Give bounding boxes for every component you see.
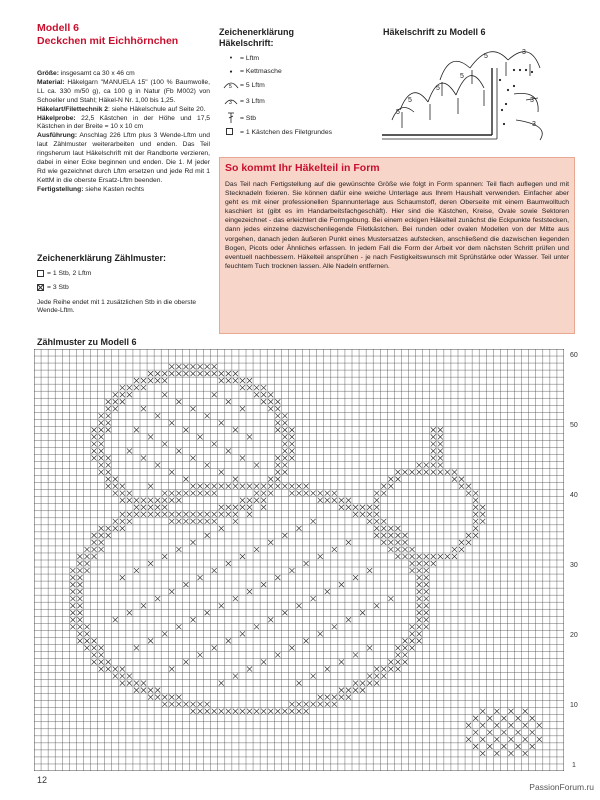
legend-dc: = Stb	[222, 112, 256, 124]
blocking-info-box	[219, 157, 575, 334]
desc-finishing: Fertigstellung: siehe Kasten rechts	[37, 185, 145, 193]
diagram-number: 5	[408, 97, 412, 104]
watermark: PassionForum.ru	[529, 782, 594, 792]
double-crochet-icon	[222, 112, 240, 124]
legend-3-chains: 3 = 3 Lftm	[222, 96, 265, 106]
arc-5-icon	[222, 80, 240, 90]
count-legend-filled: = 3 Stb	[37, 284, 69, 291]
row-label-1: 1	[572, 762, 576, 769]
diagram-number: 3	[532, 121, 536, 128]
chart-heading: Zählmuster zu Modell 6	[37, 337, 137, 347]
cross-square-icon	[37, 284, 44, 291]
open-square-icon	[37, 270, 44, 277]
diagram-heading: Häkelschrift zu Modell 6	[383, 27, 486, 37]
count-legend-note: Jede Reihe endet mit 1 zusätzlichen Stb in die oberste Wende-Lftm.	[37, 299, 197, 314]
edging-diagram	[380, 40, 580, 152]
diagram-number: 5	[484, 53, 488, 60]
arc-3-icon	[222, 96, 240, 106]
slipstitch-icon: ●	[229, 68, 233, 75]
chain-dot-icon: •	[229, 55, 233, 62]
info-box-title: So kommt Ihr Häkelteil in Form	[225, 162, 380, 174]
row-label-60: 60	[570, 352, 578, 359]
crochet-legend-heading: Zeichenerklärung	[219, 27, 295, 37]
model-number: Modell 6	[37, 22, 80, 34]
diagram-number: 5	[396, 109, 400, 116]
diagram-number: 5	[460, 73, 464, 80]
count-legend-open: = 1 Stb, 2 Lftm	[37, 270, 91, 277]
desc-size: Größe: insgesamt ca 30 x 46 cm	[37, 70, 135, 77]
row-label-20: 20	[570, 632, 578, 639]
legend-slipstitch: ● = Kettmasche	[222, 68, 282, 75]
row-label-10: 10	[570, 702, 578, 709]
legend-5-chains: 5 = 5 Lftm	[222, 80, 265, 90]
model-title: Deckchen mit Eichhörnchen	[37, 35, 179, 47]
diagram-number: 3	[522, 49, 526, 56]
legend-filet-square: = 1 Kästchen des Filetgrundes	[222, 128, 332, 137]
info-box-text: Das Teil nach Fertigstellung auf die gewünschte Größe wie folgt in Form spannen: Teil flach auflegen und mit Stecknadeln fixieren. Sie können dafür eine weiche Unterlage aus Ihrem Haushalt verwenden. Einfacher aber geht es mit einer professionellen Spannunterlage aus Schaumstoff, deren Oberseite mit einem Baumwolltuch kaschiert ist (gibt es im Handarbeitsfachgeschäft). Hier sind die Kästchen, Kreise, Ovale sowie Sektoren eingezeichnet - das erleichtert die Formgebung. Bei einem eckigen Häkelteil zunächst die Eckpunkte feststecken, dann jedes einzelne dazwischenliegende Filetkästchen. Bei runden oder ovalen Modellen von der Mitte aus vorgehen, danach jeden äußeren Punkt eines Mustersatzes aufstecken, anschließend die dazwischen liegenden Bogen, Picots oder Ähnliches erfassen. In jedem Fall die Form der Arbeit vor dem nächsten Schritt prüfen und eventuell nachbessern. Häkelteil ansprühen - je nach Festigkeitswunsch mit Sprühstärke oder Wasser. Teil unter feuchtem Tuch trocknen lassen. Alle Nadeln entfernen.	[225, 181, 569, 270]
svg-text:5: 5	[229, 84, 232, 90]
row-label-40: 40	[570, 492, 578, 499]
page-number: 12	[37, 775, 48, 785]
description	[37, 70, 210, 195]
diagram-number: 5	[436, 85, 440, 92]
desc-execution: Ausführung: Anschlag 226 Lftm plus 3 Wende-Lftm und laut Zählmuster weiterarbeiten und enden. Das Teil ringsherum laut Häkelschrift mit der Randborte verzieren, dabei in einer Ecke beginnen und enden. Die 1. M jeder Rd wie gezeichnet durch Lftm ersetzen und jede Rd mit 1 KettM in die oberste Ersatz-Lftm beenden.	[37, 132, 210, 184]
legend-chain: • = Lftm	[222, 55, 259, 62]
desc-gauge: Häkelprobe: 22,5 Kästchen in der Höhe und 17,5 Kästchen in der Breite = 10 x 10 cm	[37, 114, 210, 131]
count-legend-heading: Zeichenerklärung Zählmuster:	[37, 253, 167, 263]
chart-grid	[34, 349, 564, 771]
desc-technique: Häkelart/Filettechnik 2: siehe Häkelschule auf Seite 20.	[37, 105, 206, 113]
desc-material: Material: Häkelgarn "MANUELA 15" (100 % Baumwolle, LL ca. 330 m/50 g), ca 100 g in Natur (Fb M002) von Schoeller und Stahl; Häkel-N Nr. 1,00 bis 1,25.	[37, 78, 210, 104]
open-square-icon	[226, 128, 233, 135]
row-label-50: 50	[570, 422, 578, 429]
diagram-number: 3	[530, 97, 534, 104]
row-label-30: 30	[570, 562, 578, 569]
crochet-legend-subheading: Häkelschrift:	[219, 38, 274, 48]
svg-text:3: 3	[229, 100, 232, 106]
filet-count-chart	[34, 349, 564, 771]
